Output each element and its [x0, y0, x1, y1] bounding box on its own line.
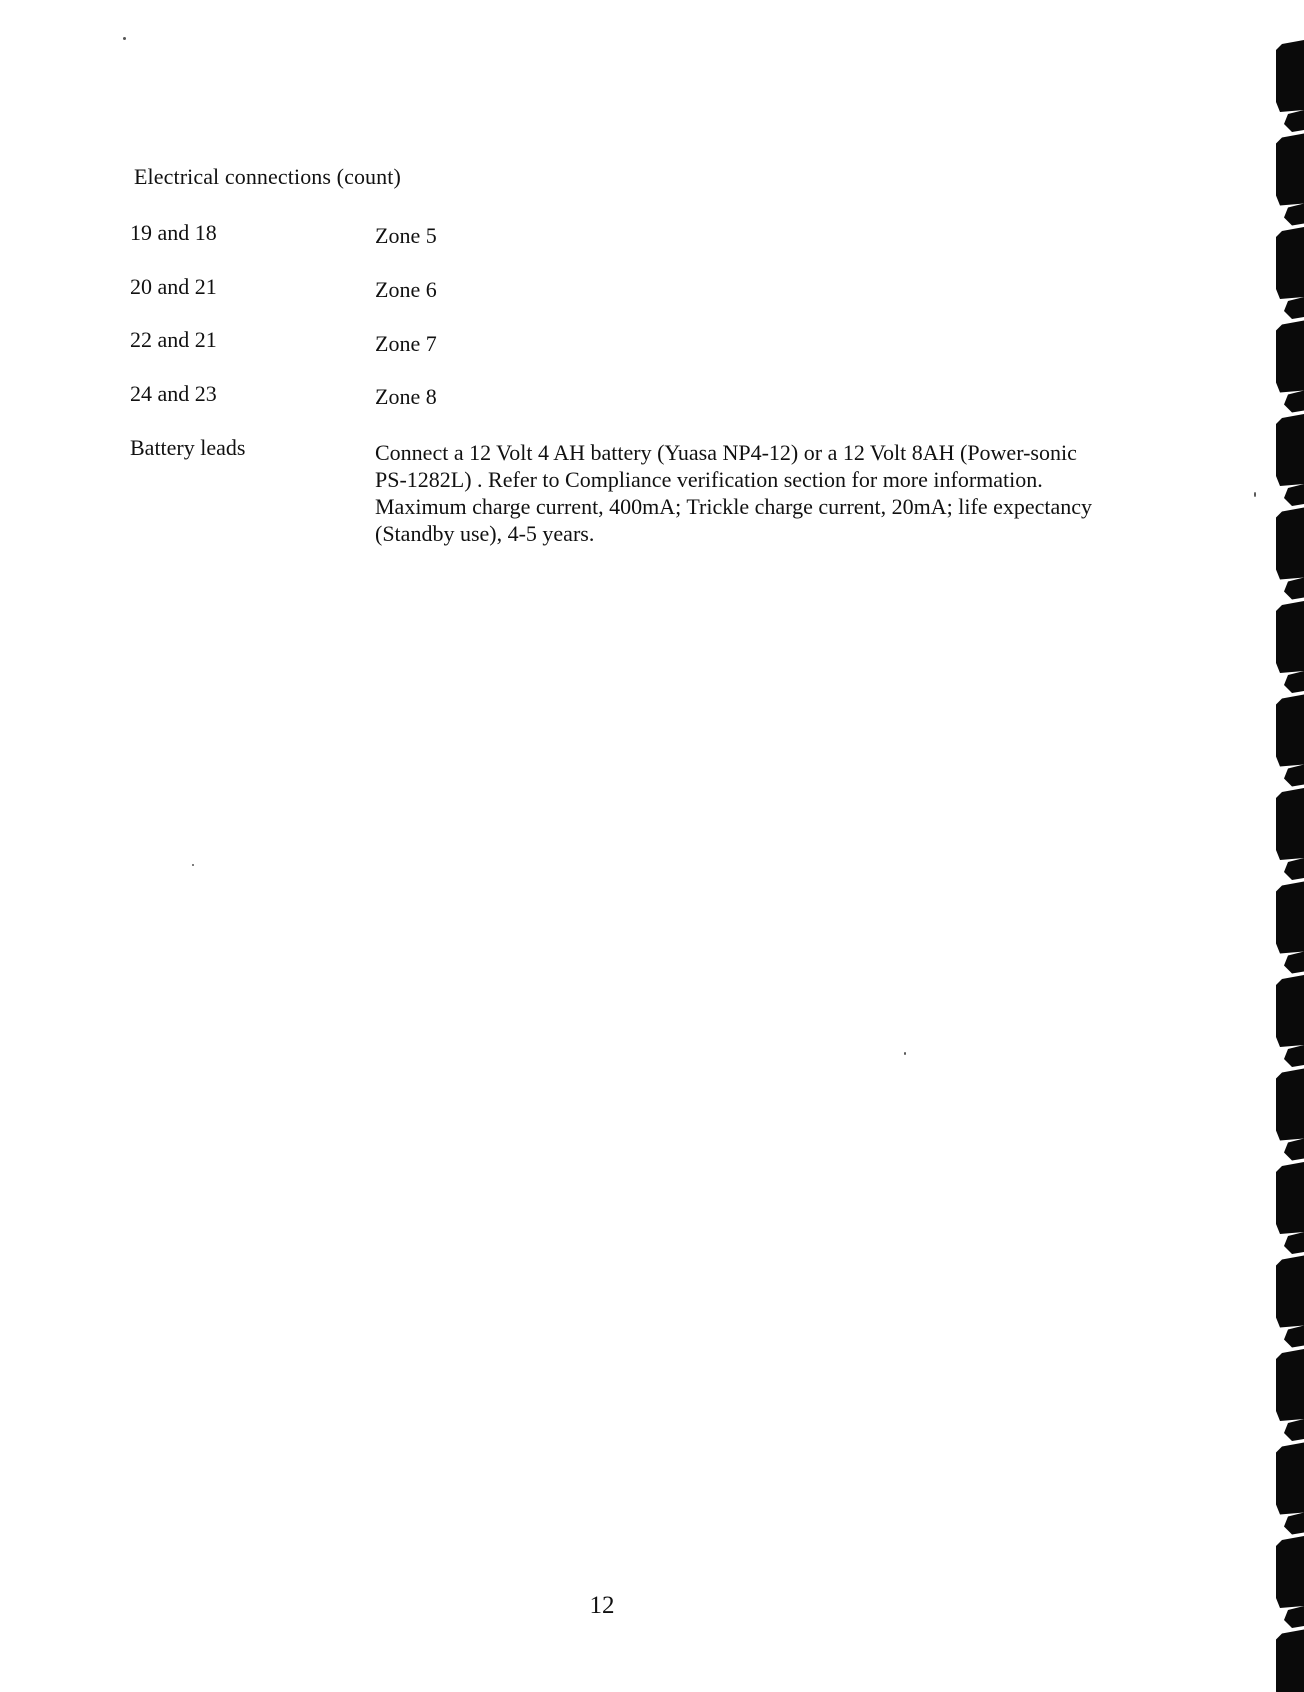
- binding-tooth-notch: [1284, 1606, 1304, 1628]
- binding-tooth: [1276, 788, 1304, 860]
- binding-tooth: [1276, 227, 1304, 299]
- binding-tooth-notch: [1284, 765, 1304, 787]
- battery-leads-description: Connect a 12 Volt 4 AH battery (Yuasa NP4-12) or a 12 Volt 8AH (Power-sonic PS-1282L) . Refer to Compliance verification section for more information. Maximum charge current, 400mA; Trickle charge current, 20mA; life expectancy (Standby use), 4-5 years.: [375, 440, 1093, 546]
- connection-zone-value: Zone 5: [375, 223, 437, 248]
- battery-leads-label: Battery leads: [130, 435, 246, 460]
- binding-tooth: [1276, 508, 1304, 580]
- connection-zone-value: Zone 8: [375, 384, 437, 409]
- connection-zone-value: Zone 7: [375, 331, 437, 356]
- binding-tooth-notch: [1284, 1419, 1304, 1441]
- binding-tooth-notch: [1284, 391, 1304, 413]
- connection-terminals-label: 19 and 18: [130, 220, 217, 245]
- binding-tooth-notch: [1284, 1326, 1304, 1348]
- binding-tooth: [1276, 321, 1304, 393]
- binding-tooth: [1276, 40, 1304, 112]
- binding-tooth: [1276, 1162, 1304, 1234]
- binding-tooth: [1276, 695, 1304, 767]
- binding-tooth: [1276, 414, 1304, 486]
- binding-tooth-notch: [1284, 578, 1304, 600]
- binding-tooth: [1276, 1536, 1304, 1608]
- binding-tooth: [1276, 882, 1304, 954]
- binding-tooth-notch: [1284, 671, 1304, 693]
- binding-tooth: [1276, 134, 1304, 206]
- binding-tooth-notch: [1284, 952, 1304, 974]
- binding-tooth: [1276, 1443, 1304, 1515]
- binding-tooth: [1276, 1256, 1304, 1328]
- section-title: Electrical connections (count): [134, 164, 401, 189]
- binding-tooth-notch: [1284, 1139, 1304, 1161]
- binding-tooth-notch: [1284, 110, 1304, 132]
- scan-speck: [192, 864, 194, 866]
- binding-tooth: [1276, 1349, 1304, 1421]
- connection-zone-value: Zone 6: [375, 277, 437, 302]
- binding-tooth: [1276, 975, 1304, 1047]
- page-number: 12: [589, 1592, 615, 1619]
- binding-tooth: [1276, 1630, 1304, 1692]
- binding-tooth-notch: [1284, 204, 1304, 226]
- connection-terminals-label: 22 and 21: [130, 327, 217, 352]
- binding-tooth-notch: [1284, 297, 1304, 319]
- scan-speck: [904, 1052, 906, 1055]
- binding-tooth: [1276, 601, 1304, 673]
- connection-terminals-label: 20 and 21: [130, 274, 217, 299]
- binding-tooth-notch: [1284, 1232, 1304, 1254]
- binding-tooth: [1276, 1069, 1304, 1141]
- scan-speck: [123, 37, 126, 40]
- binding-tooth-notch: [1284, 484, 1304, 506]
- spiral-binding-image: [1224, 0, 1304, 1692]
- binding-tooth-notch: [1284, 1045, 1304, 1067]
- binding-tooth-notch: [1284, 1513, 1304, 1535]
- connection-terminals-label: 24 and 23: [130, 381, 217, 406]
- binding-tooth-notch: [1284, 858, 1304, 880]
